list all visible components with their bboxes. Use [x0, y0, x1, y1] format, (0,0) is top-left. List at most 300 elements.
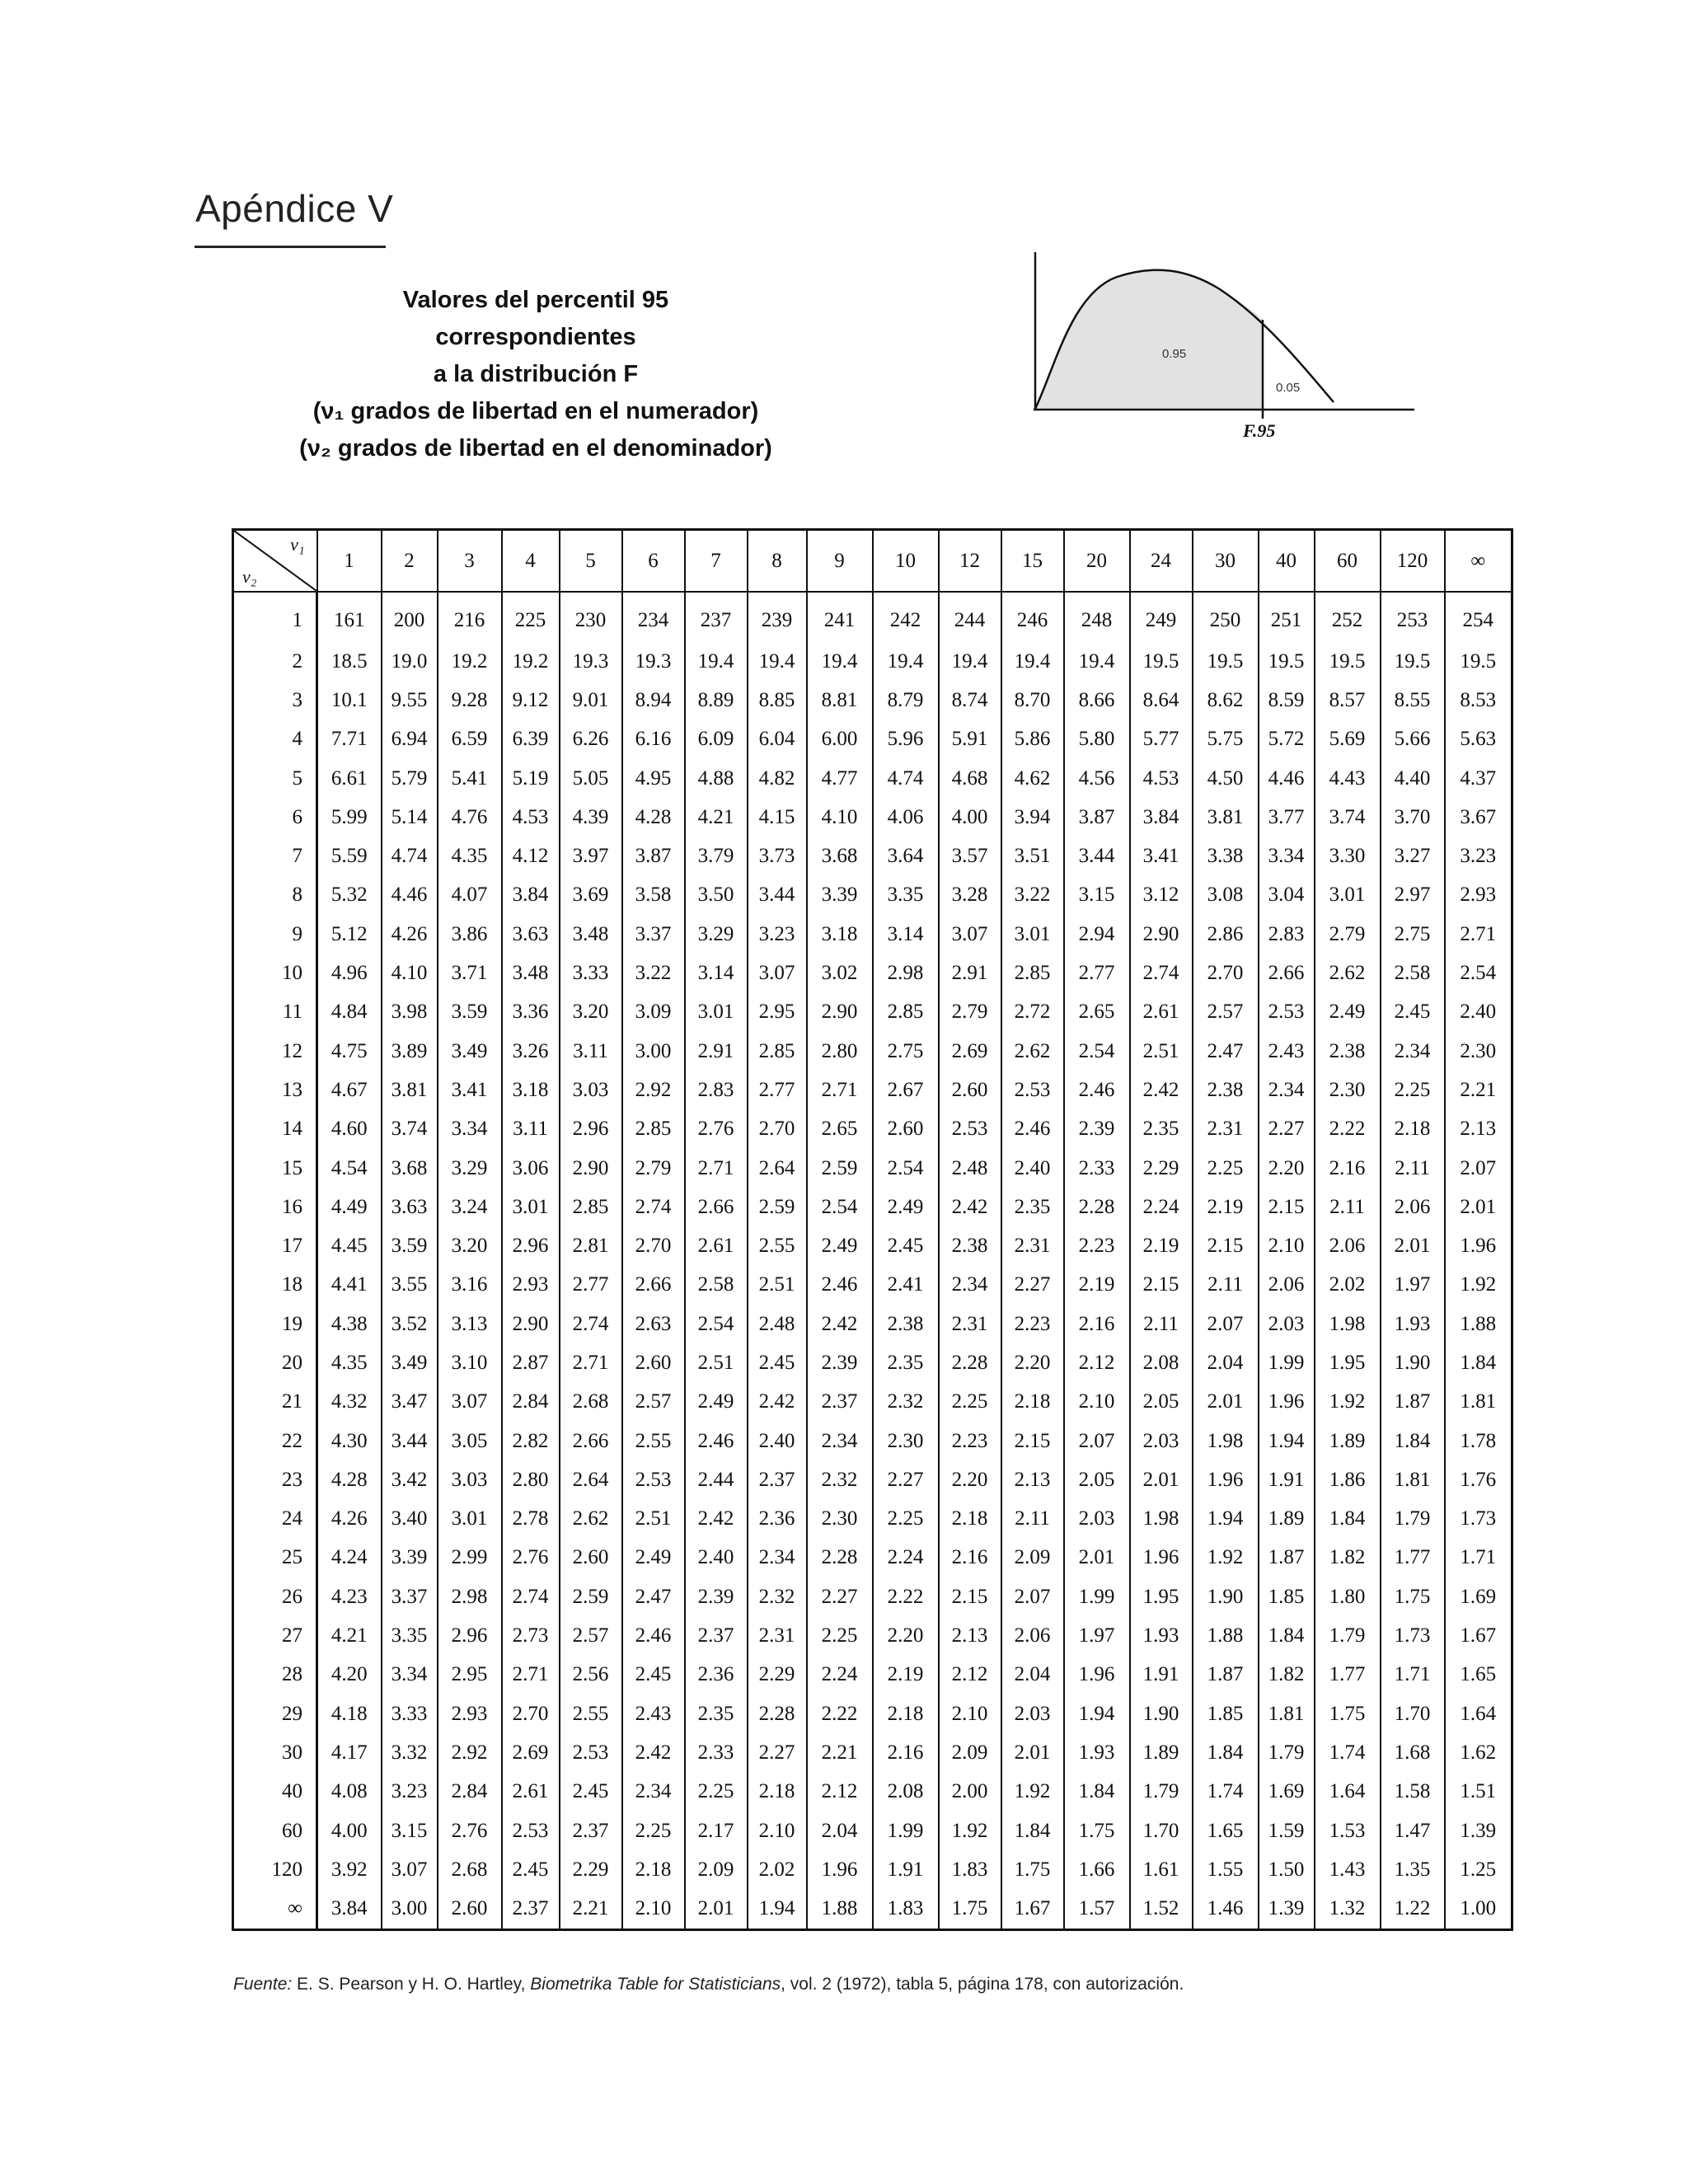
table-cell: 3.39 — [382, 1539, 438, 1577]
table-cell: 230 — [560, 592, 622, 642]
table-cell: 234 — [622, 592, 685, 642]
table-cell: 2.85 — [873, 993, 939, 1032]
column-header: 20 — [1064, 530, 1130, 593]
table-cell: 2.79 — [622, 1149, 685, 1188]
table-cell: 5.32 — [317, 876, 382, 915]
table-row — [233, 876, 1512, 915]
table-cell: 1.62 — [1445, 1733, 1512, 1772]
table-cell: 2.03 — [1130, 1422, 1193, 1460]
table-cell: 2.19 — [1193, 1188, 1259, 1226]
table-cell: 2.31 — [748, 1616, 807, 1655]
table-cell: 2.08 — [873, 1773, 939, 1811]
table-cell: 2.18 — [939, 1500, 1001, 1539]
table-cell: 8.53 — [1445, 681, 1512, 719]
table-cell: 2.95 — [438, 1656, 502, 1694]
heading-line-3: a la distribución F — [433, 361, 639, 387]
table-cell: 1.96 — [1445, 1226, 1512, 1265]
table-cell: 2.04 — [1193, 1343, 1259, 1382]
table-cell: 8.59 — [1259, 681, 1315, 719]
table-row — [233, 592, 1512, 642]
heading-line-1: Valores del percentil 95 — [402, 287, 669, 313]
table-cell: 4.32 — [317, 1383, 382, 1422]
column-header: 12 — [939, 530, 1001, 593]
table-cell: 3.01 — [502, 1188, 560, 1226]
column-header: 9 — [807, 530, 873, 593]
table-cell: 2.73 — [502, 1616, 560, 1655]
table-cell: 2.76 — [438, 1811, 502, 1850]
table-cell: 8.70 — [1001, 681, 1064, 719]
table-cell: 4.00 — [939, 798, 1001, 837]
table-cell: 2.74 — [502, 1577, 560, 1616]
table-cell: 8.81 — [807, 681, 873, 719]
table-cell: 1.71 — [1445, 1539, 1512, 1577]
table-cell: 2.28 — [1064, 1188, 1130, 1226]
table-cell: 2.51 — [685, 1343, 748, 1382]
table-cell: 3.22 — [622, 954, 685, 992]
table-cell: 2.97 — [1381, 876, 1445, 915]
table-cell: 4.74 — [382, 837, 438, 875]
table-cell: 2.19 — [1130, 1226, 1193, 1265]
table-cell: 2.60 — [560, 1539, 622, 1577]
table-cell: 2.32 — [748, 1577, 807, 1616]
table-cell: 2.31 — [1001, 1226, 1064, 1265]
table-cell: 3.03 — [560, 1071, 622, 1109]
table-cell: 2.69 — [502, 1733, 560, 1772]
table-cell: 1.75 — [1064, 1811, 1130, 1850]
table-cell: 1.76 — [1445, 1460, 1512, 1499]
table-cell: 2.71 — [685, 1149, 748, 1188]
table-cell: 6.59 — [438, 720, 502, 759]
table-cell: 2.02 — [1315, 1266, 1381, 1305]
table-cell: 3.24 — [438, 1188, 502, 1226]
table-cell: 1.86 — [1315, 1460, 1381, 1499]
row-header: 22 — [233, 1422, 317, 1460]
f-table-container — [232, 528, 1513, 1931]
table-cell: 1.70 — [1130, 1811, 1193, 1850]
table-cell: 19.2 — [502, 642, 560, 681]
table-cell: 4.35 — [317, 1343, 382, 1382]
table-cell: 4.15 — [748, 798, 807, 837]
table-cell: 2.27 — [873, 1460, 939, 1499]
table-cell: 3.08 — [1193, 876, 1259, 915]
table-cell: 2.62 — [1001, 1032, 1064, 1071]
table-cell: 1.87 — [1193, 1656, 1259, 1694]
table-cell: 3.81 — [1193, 798, 1259, 837]
table-cell: 1.65 — [1193, 1811, 1259, 1850]
table-cell: 3.15 — [1064, 876, 1130, 915]
table-cell: 2.57 — [1193, 993, 1259, 1032]
table-cell: 1.98 — [1193, 1422, 1259, 1460]
table-cell: 2.53 — [939, 1110, 1001, 1149]
row-header: 120 — [233, 1850, 317, 1889]
table-cell: 2.80 — [807, 1032, 873, 1071]
row-header: 6 — [233, 798, 317, 837]
table-cell: 2.64 — [560, 1460, 622, 1499]
table-cell: 1.39 — [1259, 1890, 1315, 1930]
table-cell: 161 — [317, 592, 382, 642]
table-cell: 19.5 — [1130, 642, 1193, 681]
table-cell: 2.99 — [438, 1539, 502, 1577]
table-cell: 4.38 — [317, 1305, 382, 1343]
table-cell: 2.01 — [1130, 1460, 1193, 1499]
table-cell: 3.63 — [502, 915, 560, 954]
table-cell: 2.34 — [622, 1773, 685, 1811]
table-cell: 3.16 — [438, 1266, 502, 1305]
table-cell: 18.5 — [317, 642, 382, 681]
table-cell: 3.05 — [438, 1422, 502, 1460]
table-cell: 6.16 — [622, 720, 685, 759]
table-cell: 2.04 — [807, 1811, 873, 1850]
table-cell: 2.10 — [939, 1694, 1001, 1733]
table-cell: 2.03 — [1001, 1694, 1064, 1733]
table-cell: 2.07 — [1193, 1305, 1259, 1343]
table-cell: 2.25 — [685, 1773, 748, 1811]
table-cell: 1.84 — [1381, 1422, 1445, 1460]
table-cell: 2.09 — [1001, 1539, 1064, 1577]
table-cell: 4.07 — [438, 876, 502, 915]
table-cell: 3.39 — [807, 876, 873, 915]
row-header: 28 — [233, 1656, 317, 1694]
table-cell: 1.89 — [1259, 1500, 1315, 1539]
table-cell: 8.66 — [1064, 681, 1130, 719]
column-header: 1 — [317, 530, 382, 593]
table-row — [233, 1032, 1512, 1071]
table-cell: 1.83 — [939, 1850, 1001, 1889]
table-cell: 19.0 — [382, 642, 438, 681]
table-cell: 2.11 — [1381, 1149, 1445, 1188]
table-cell: 2.72 — [1001, 993, 1064, 1032]
table-cell: 1.88 — [1193, 1616, 1259, 1655]
column-header: 5 — [560, 530, 622, 593]
table-row — [233, 993, 1512, 1032]
table-cell: 3.32 — [382, 1733, 438, 1772]
table-cell: 3.48 — [502, 954, 560, 992]
table-cell: 3.87 — [622, 837, 685, 875]
table-cell: 3.49 — [438, 1032, 502, 1071]
table-cell: 4.30 — [317, 1422, 382, 1460]
table-cell: 3.15 — [382, 1811, 438, 1850]
table-cell: 8.74 — [939, 681, 1001, 719]
table-cell: 6.00 — [807, 720, 873, 759]
table-cell: 3.51 — [1001, 837, 1064, 875]
table-cell: 1.52 — [1130, 1890, 1193, 1930]
table-cell: 2.51 — [748, 1266, 807, 1305]
table-row — [233, 837, 1512, 875]
row-header: 26 — [233, 1577, 317, 1616]
table-row — [233, 759, 1512, 798]
table-cell: 2.27 — [748, 1733, 807, 1772]
table-cell: 3.59 — [382, 1226, 438, 1265]
table-cell: 4.95 — [622, 759, 685, 798]
table-cell: 2.15 — [1193, 1226, 1259, 1265]
table-cell: 5.05 — [560, 759, 622, 798]
table-cell: 2.00 — [939, 1773, 1001, 1811]
table-cell: 2.42 — [1130, 1071, 1193, 1109]
table-cell: 1.75 — [1315, 1694, 1381, 1733]
table-cell: 2.76 — [502, 1539, 560, 1577]
table-cell: 4.10 — [382, 954, 438, 992]
table-cell: 2.42 — [807, 1305, 873, 1343]
table-cell: 2.09 — [939, 1733, 1001, 1772]
table-cell: 4.12 — [502, 837, 560, 875]
row-header: 24 — [233, 1500, 317, 1539]
table-cell: 5.12 — [317, 915, 382, 954]
table-cell: 1.89 — [1130, 1733, 1193, 1772]
table-cell: 3.27 — [1381, 837, 1445, 875]
table-cell: 2.35 — [685, 1694, 748, 1733]
table-cell: 2.45 — [1381, 993, 1445, 1032]
table-cell: 1.39 — [1445, 1811, 1512, 1850]
table-cell: 2.85 — [622, 1110, 685, 1149]
table-cell: 4.24 — [317, 1539, 382, 1577]
table-cell: 2.37 — [502, 1890, 560, 1930]
table-cell: 1.90 — [1381, 1343, 1445, 1382]
table-cell: 5.96 — [873, 720, 939, 759]
table-cell: 2.34 — [1259, 1071, 1315, 1109]
table-cell: 2.07 — [1001, 1577, 1064, 1616]
table-cell: 5.41 — [438, 759, 502, 798]
table-cell: 3.34 — [382, 1656, 438, 1694]
table-cell: 5.79 — [382, 759, 438, 798]
table-cell: 6.04 — [748, 720, 807, 759]
table-cell: 2.18 — [873, 1694, 939, 1733]
table-cell: 2.98 — [873, 954, 939, 992]
table-cell: 2.42 — [748, 1383, 807, 1422]
table-cell: 3.04 — [1259, 876, 1315, 915]
table-cell: 4.10 — [807, 798, 873, 837]
table-cell: 2.46 — [807, 1266, 873, 1305]
table-cell: 2.74 — [1130, 954, 1193, 992]
table-cell: 1.22 — [1381, 1890, 1445, 1930]
table-cell: 1.46 — [1193, 1890, 1259, 1930]
table-cell: 1.97 — [1064, 1616, 1130, 1655]
table-cell: 2.20 — [873, 1616, 939, 1655]
table-cell: 9.28 — [438, 681, 502, 719]
table-cell: 1.84 — [1064, 1773, 1130, 1811]
table-cell: 2.36 — [748, 1500, 807, 1539]
table-cell: 2.90 — [807, 993, 873, 1032]
table-cell: 4.26 — [382, 915, 438, 954]
table-header-row — [233, 530, 1512, 593]
table-cell: 2.06 — [1001, 1616, 1064, 1655]
column-header: 8 — [748, 530, 807, 593]
corner-nu2: ν₂ — [242, 566, 257, 587]
table-cell: 5.77 — [1130, 720, 1193, 759]
table-cell: 2.30 — [1445, 1032, 1512, 1071]
table-cell: 3.41 — [1130, 837, 1193, 875]
table-cell: 2.37 — [807, 1383, 873, 1422]
table-cell: 1.71 — [1381, 1656, 1445, 1694]
table-cell: 3.18 — [807, 915, 873, 954]
table-cell: 2.45 — [873, 1226, 939, 1265]
table-cell: 2.70 — [1193, 954, 1259, 992]
table-cell: 1.53 — [1315, 1811, 1381, 1850]
table-cell: 225 — [502, 592, 560, 642]
table-cell: 244 — [939, 592, 1001, 642]
table-cell: 4.28 — [317, 1460, 382, 1499]
table-cell: 1.96 — [1259, 1383, 1315, 1422]
table-cell: 3.52 — [382, 1305, 438, 1343]
table-cell: 2.70 — [748, 1110, 807, 1149]
table-cell: 3.84 — [502, 876, 560, 915]
table-cell: 2.18 — [1001, 1383, 1064, 1422]
row-header: 30 — [233, 1733, 317, 1772]
table-cell: 2.51 — [622, 1500, 685, 1539]
table-cell: 2.21 — [1445, 1071, 1512, 1109]
table-cell: 2.40 — [685, 1539, 748, 1577]
table-cell: 2.60 — [622, 1343, 685, 1382]
table-row — [233, 1343, 1512, 1382]
table-cell: 3.38 — [1193, 837, 1259, 875]
table-cell: 5.86 — [1001, 720, 1064, 759]
table-cell: 2.60 — [873, 1110, 939, 1149]
table-cell: 2.44 — [685, 1460, 748, 1499]
table-cell: 4.21 — [685, 798, 748, 837]
table-cell: 2.15 — [1001, 1422, 1064, 1460]
table-cell: 2.40 — [1445, 993, 1512, 1032]
row-header: 23 — [233, 1460, 317, 1499]
table-cell: 19.4 — [807, 642, 873, 681]
table-cell: 2.19 — [873, 1656, 939, 1694]
table-cell: 3.13 — [438, 1305, 502, 1343]
table-cell: 2.93 — [502, 1266, 560, 1305]
table-cell: 5.75 — [1193, 720, 1259, 759]
row-header: 4 — [233, 720, 317, 759]
row-header: 10 — [233, 954, 317, 992]
table-cell: 4.41 — [317, 1266, 382, 1305]
table-cell: 4.54 — [317, 1149, 382, 1188]
table-cell: 2.53 — [502, 1811, 560, 1850]
table-cell: 1.73 — [1381, 1616, 1445, 1655]
table-cell: 4.74 — [873, 759, 939, 798]
table-cell: 2.90 — [560, 1149, 622, 1188]
table-cell: 2.34 — [939, 1266, 1001, 1305]
table-cell: 9.01 — [560, 681, 622, 719]
table-cell: 3.23 — [382, 1773, 438, 1811]
table-cell: 3.55 — [382, 1266, 438, 1305]
table-cell: 3.63 — [382, 1188, 438, 1226]
table-cell: 2.40 — [748, 1422, 807, 1460]
table-cell: 2.62 — [560, 1500, 622, 1539]
table-cell: 2.59 — [807, 1149, 873, 1188]
table-cell: 3.07 — [939, 915, 1001, 954]
table-cell: 1.94 — [1064, 1694, 1130, 1733]
table-cell: 19.4 — [873, 642, 939, 681]
table-cell: 2.38 — [1315, 1032, 1381, 1071]
table-cell: 2.84 — [438, 1773, 502, 1811]
table-cell: 2.11 — [1315, 1188, 1381, 1226]
table-cell: 2.53 — [622, 1460, 685, 1499]
table-cell: 2.93 — [438, 1694, 502, 1733]
table-cell: 19.5 — [1445, 642, 1512, 681]
table-cell: 2.28 — [807, 1539, 873, 1577]
table-cell: 3.30 — [1315, 837, 1381, 875]
table-cell: 2.25 — [1381, 1071, 1445, 1109]
table-cell: 3.14 — [873, 915, 939, 954]
table-cell: 2.33 — [1064, 1149, 1130, 1188]
column-header: 40 — [1259, 530, 1315, 593]
table-cell: 5.66 — [1381, 720, 1445, 759]
table-cell: 1.96 — [1064, 1656, 1130, 1694]
area-label: 0.95 — [1162, 347, 1187, 361]
table-cell: 1.81 — [1445, 1383, 1512, 1422]
table-cell: 2.71 — [807, 1071, 873, 1109]
table-body — [233, 592, 1512, 1929]
row-header: 13 — [233, 1071, 317, 1109]
source-text-2: , vol. 2 (1972), tabla 5, página 178, con autorización. — [781, 1975, 1184, 1994]
table-cell: 2.69 — [939, 1032, 1001, 1071]
table-cell: 2.12 — [1064, 1343, 1130, 1382]
table-cell: 2.08 — [1130, 1343, 1193, 1382]
table-cell: 2.54 — [807, 1188, 873, 1226]
heading-line-4: (ν₁ grados de libertad en el numerador) — [312, 398, 759, 424]
table-cell: 2.93 — [1445, 876, 1512, 915]
table-cell: 2.49 — [807, 1226, 873, 1265]
table-cell: 2.96 — [438, 1616, 502, 1655]
table-cell: 1.75 — [1001, 1850, 1064, 1889]
row-header: 60 — [233, 1811, 317, 1850]
table-cell: 2.32 — [807, 1460, 873, 1499]
table-cell: 2.05 — [1130, 1383, 1193, 1422]
table-cell: 216 — [438, 592, 502, 642]
table-cell: 2.38 — [873, 1305, 939, 1343]
table-cell: 2.79 — [1315, 915, 1381, 954]
table-cell: 2.01 — [1381, 1226, 1445, 1265]
table-cell: 2.21 — [560, 1890, 622, 1930]
table-cell: 3.09 — [622, 993, 685, 1032]
table-cell: 2.01 — [1001, 1733, 1064, 1772]
table-cell: 3.97 — [560, 837, 622, 875]
table-cell: 2.05 — [1064, 1460, 1130, 1499]
table-cell: 2.30 — [807, 1500, 873, 1539]
table-cell: 3.11 — [560, 1032, 622, 1071]
table-cell: 1.73 — [1445, 1500, 1512, 1539]
table-cell: 2.59 — [748, 1188, 807, 1226]
table-cell: 2.28 — [748, 1694, 807, 1733]
table-cell: 2.35 — [873, 1343, 939, 1382]
table-cell: 2.17 — [685, 1811, 748, 1850]
table-cell: 2.10 — [748, 1811, 807, 1850]
table-cell: 8.57 — [1315, 681, 1381, 719]
table-cell: 3.58 — [622, 876, 685, 915]
table-cell: 1.92 — [1315, 1383, 1381, 1422]
table-row — [233, 1811, 1512, 1850]
table-cell: 2.49 — [873, 1188, 939, 1226]
table-cell: 3.14 — [685, 954, 748, 992]
table-cell: 2.06 — [1381, 1188, 1445, 1226]
table-cell: 2.22 — [807, 1694, 873, 1733]
table-cell: 6.26 — [560, 720, 622, 759]
table-cell: 1.95 — [1315, 1343, 1381, 1382]
table-cell: 239 — [748, 592, 807, 642]
table-cell: 4.46 — [382, 876, 438, 915]
table-cell: 1.90 — [1130, 1694, 1193, 1733]
table-row — [233, 1773, 1512, 1811]
table-cell: 1.55 — [1193, 1850, 1259, 1889]
table-cell: 8.55 — [1381, 681, 1445, 719]
table-cell: 4.68 — [939, 759, 1001, 798]
table-cell: 1.75 — [939, 1890, 1001, 1930]
table-cell: 1.92 — [1445, 1266, 1512, 1305]
table-cell: 2.46 — [1001, 1110, 1064, 1149]
table-cell: 3.67 — [1445, 798, 1512, 837]
table-cell: 19.4 — [748, 642, 807, 681]
table-cell: 1.84 — [1445, 1343, 1512, 1382]
table-cell: 3.03 — [438, 1460, 502, 1499]
table-cell: 2.13 — [1445, 1110, 1512, 1149]
table-cell: 2.24 — [873, 1539, 939, 1577]
table-cell: 3.10 — [438, 1343, 502, 1382]
